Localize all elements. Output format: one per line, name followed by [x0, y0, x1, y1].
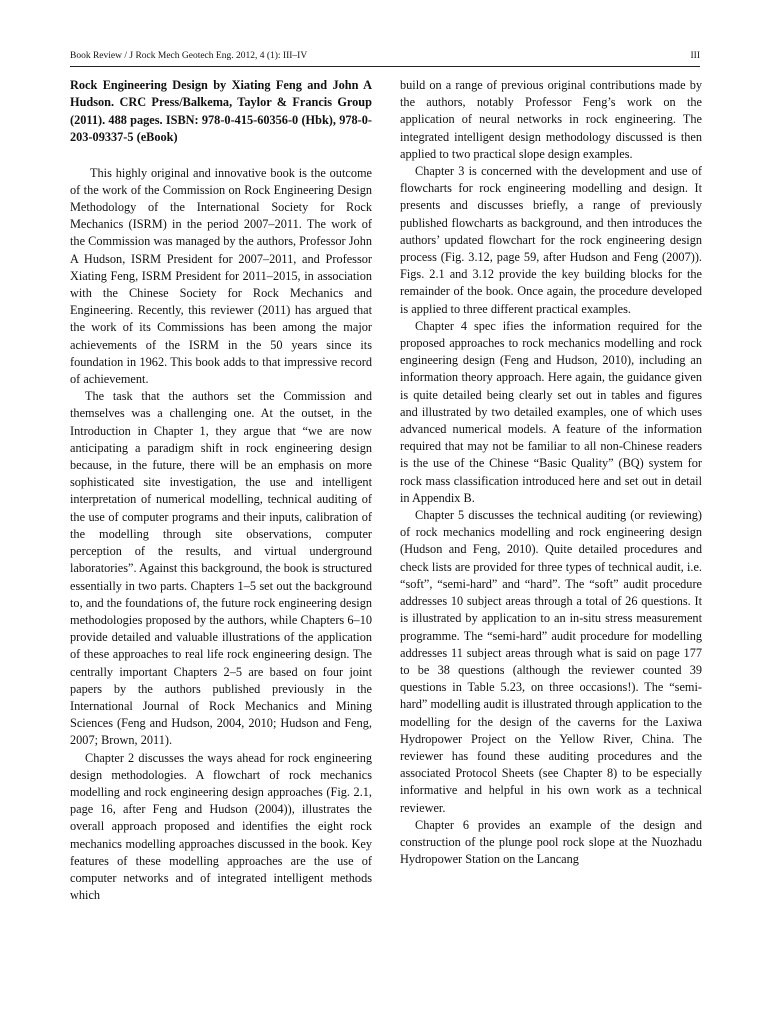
- paragraph: Chapter 6 provides an example of the design and construction of the plunge pool rock slope at the Nuozhadu Hydropower Station on the Lancang: [400, 817, 702, 867]
- paragraph: The task that the authors set the Commission and themselves was a challenging one. At the outset, in the Introduction in Chapter 1, they argue that “we are now anticipating a paradigm shift in rock engineering design because, in the future, there will be an emphasis on more sophisticated site investigation, the use and intelligent interpretation of numerical modelling, technical auditing of the use of computer programs and their inputs, calibration of the modelling through site observations, computer perception of the results, and virtual underground laboratories”. Against this background, the book is structured essentially in two parts. Chapters 1–5 set out the background to, and the foundations of, the future rock engineering design methodologies proposed by the authors, while Chapters 6–10 provide detailed and valuable illustrations of the application of these approaches to real life rock engineering design. The centrally important Chapters 2–5 are based on four joint papers by the authors published previously in the International Journal of Rock Mechanics and Mining Sciences (Feng and Hudson, 2004, 2010; Hudson and Feng, 2007; Brown, 2011).: [70, 389, 372, 748]
- running-header: [70, 50, 700, 67]
- paragraph: This highly original and innovative book is the outcome of the work of the Commission on Rock Engineering Design Methodology of the International Society for Rock Mechanics (ISRM) in the period 2007–2011. The work of the Commission was managed by the authors, Professor John A Hudson, ISRM President for 2007–2011, and Professor Xiating Feng, ISRM President for 2011–2015, in association with the Chinese Society for Rock Mechanics and Engineering. Recently, this reviewer (2011) has argued that the work of its Commissions has been among the major achievements of the ISRM in the 50 years since its foundation in 1962. This book adds to that impressive record of achievement.: [70, 165, 372, 387]
- right-column: [400, 77, 702, 868]
- page-number: III: [690, 51, 700, 61]
- left-column: [70, 77, 372, 904]
- paragraph: Chapter 4 spec ifies the information required for the proposed approaches to rock mechanics modelling and rock engineering design (Feng and Hudson, 2010), including an information theory approach. Here again, the guidance given is quite detailed being clearly set out in tables and figures and illustrated by two detailed examples, one of which uses advanced numerical models. A feature of the information required that may not be familiar to all non-Chinese readers is the use of the Chinese “Basic Quality” (BQ) system for rock mass classification introduced here and set out in detail in Appendix B.: [400, 318, 702, 505]
- paragraph: Chapter 2 discusses the ways ahead for rock engineering design methodologies. A flowchart of rock mechanics modelling and rock engineering design approaches (Fig. 2.1, page 16, after Feng and Hudson (2004)), illustrates the overall approach proposed and identifies the eight rock mechanics modelling approaches discussed in the book. Key features of these modelling approaches are the use of computer networks and of integrated intelligent methods which: [70, 750, 372, 903]
- paragraph: Chapter 5 discusses the technical auditing (or reviewing) of rock mechanics modelling and rock engineering design (Hudson and Feng, 2010). Quite detailed procedures and check lists are provided for three types of technical audit, i.e. “soft”, “semi-hard” and “hard”. The “soft” audit procedure addresses 10 subject areas through a total of 26 questions. It is illustrated by application to an in-situ stress measurement programme. The “semi-hard” audit procedure for modelling addresses 11 subject areas through what is said on page 177 to be 38 questions (although the reviewer counted 39 questions in Table 5.23, on three occasions!). The “semi-hard” modelling audit is illustrated through application to the modelling for the design of the caverns for the Laxiwa Hydropower Project on the Yellow River, China. The reviewer has found these auditing procedures and the associated Protocol Sheets (see Chapter 8) to be especially informative and helpful in his own work as a technical reviewer.: [400, 508, 702, 815]
- journal-citation: Book Review / J Rock Mech Geotech Eng. 2012, 4 (1): III–IV: [70, 51, 308, 61]
- book-review-title: Rock Engineering Design by Xiating Feng and John A Hudson. CRC Press/Balkema, Taylor & Francis Group (2011). 488 pages. ISBN: 978-0-415-60356-0 (Hbk), 978-0-203-09337-5 (eBook): [70, 78, 372, 145]
- paragraph-continuation: build on a range of previous original contributions made by the authors, notably Professor Feng’s work on the application of neural networks in rock engineering. The integrated intelligent design methodology discussed is then applied to two practical slope design examples.: [400, 78, 702, 161]
- paragraph: Chapter 3 is concerned with the development and use of flowcharts for rock engineering modelling and design. It presents and discusses briefly, a range of previously published flowcharts as background, and then introduces the authors’ updated flowchart for the rock engineering design process (Fig. 3.12, page 59, after Hudson and Feng (2007)). Figs. 2.1 and 3.12 provide the key building blocks for the remainder of the book. Once again, the procedure developed is applied to three different practical examples.: [400, 164, 702, 316]
